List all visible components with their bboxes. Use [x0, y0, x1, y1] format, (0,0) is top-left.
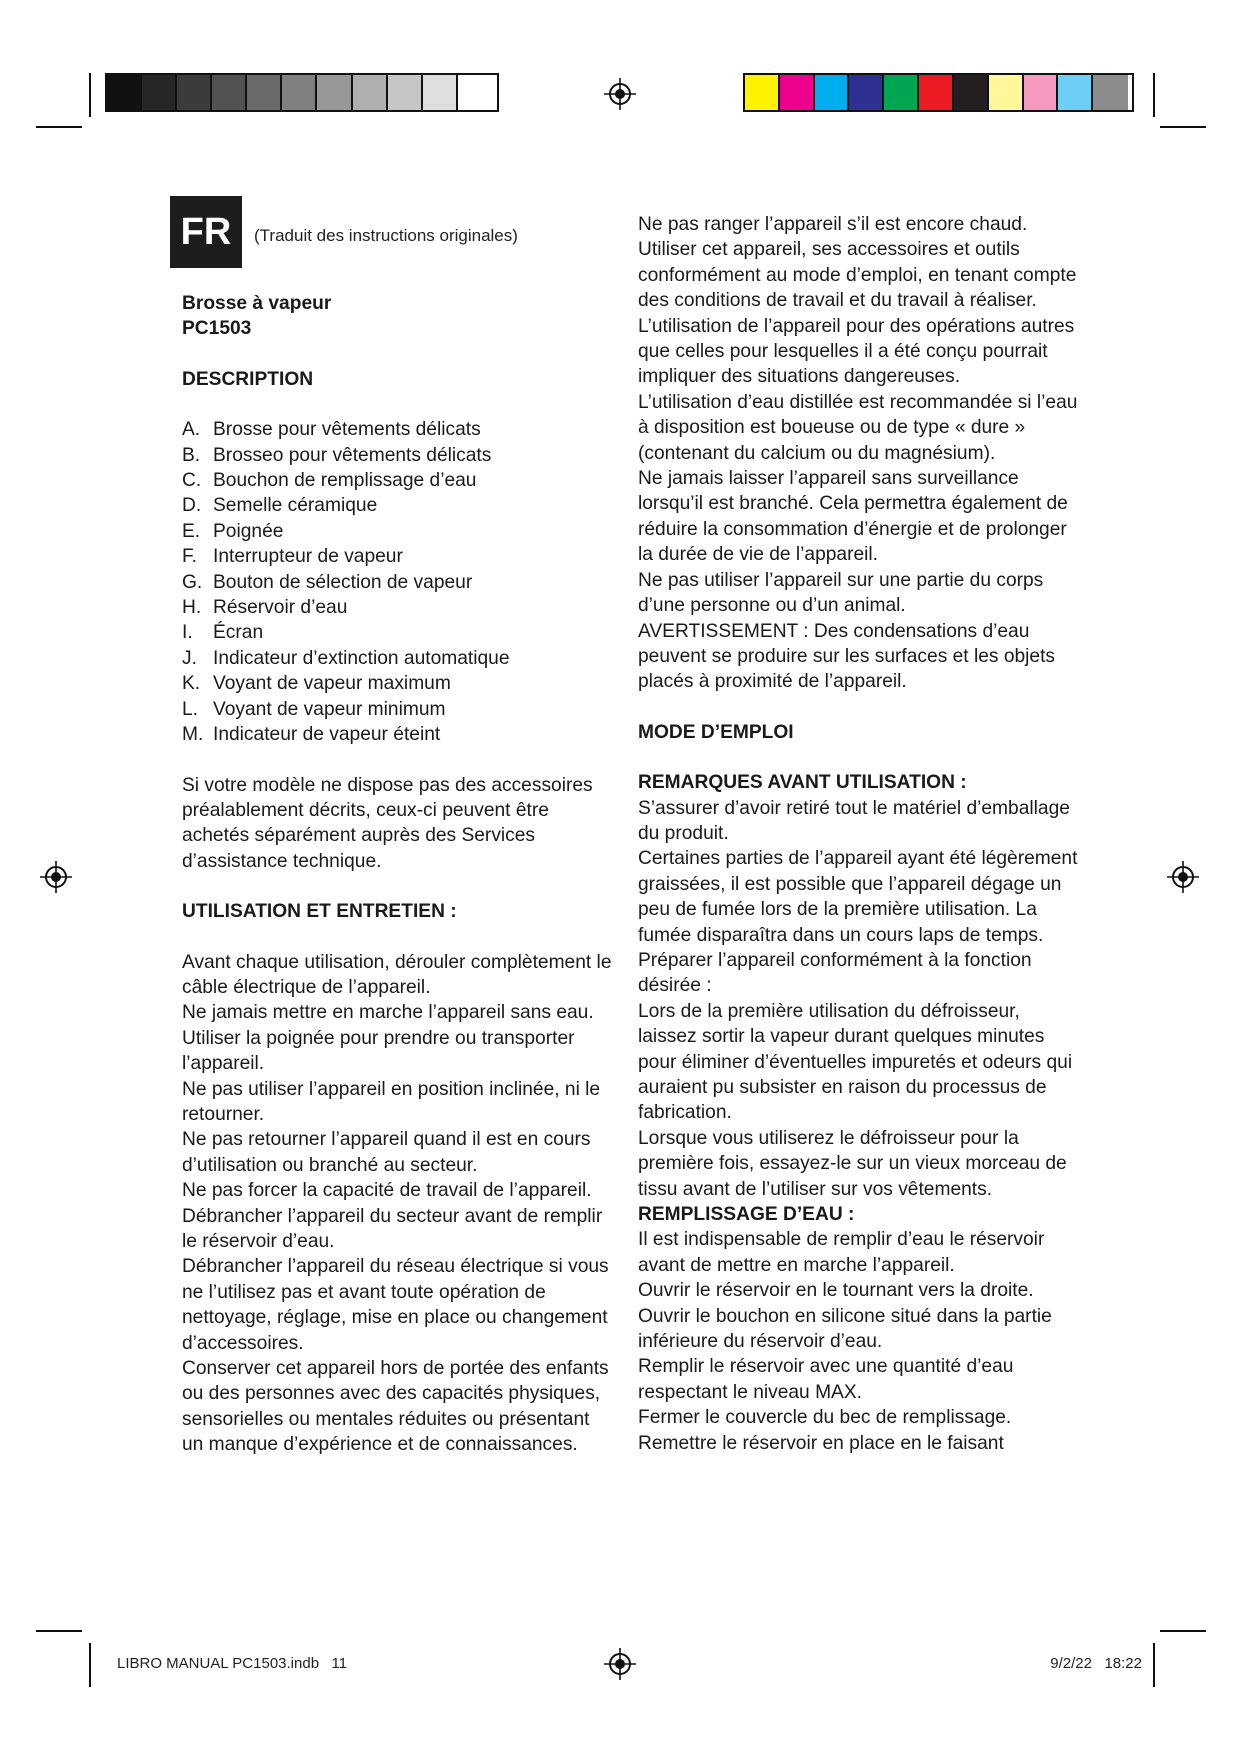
color-swatch	[815, 75, 850, 110]
part-letter: I.	[182, 622, 193, 644]
usage-paragraph: Utiliser la poignée pour prendre ou transporter l’appareil.	[182, 1027, 575, 1075]
usage-paragraph: Débrancher l’appareil du réseau électrique si vous ne l’utilisez pas et avant toute opération de nettoyage, réglage, mise en place ou changement d’accessoires.	[182, 1256, 609, 1354]
process-color-bar	[743, 73, 1134, 112]
translation-note: (Traduit des instructions originales)	[254, 226, 518, 245]
part-label: Écran	[213, 622, 264, 644]
remarks-paragraph: S’assurer d’avoir retiré tout le matériel d’emballage du produit.	[638, 797, 1070, 844]
part-letter: A.	[182, 419, 201, 441]
color-swatch	[212, 75, 247, 110]
part-letter: E.	[182, 520, 201, 542]
color-swatch	[423, 75, 458, 110]
part-letter: K.	[182, 673, 201, 695]
accessories-note: Si votre modèle ne dispose pas des accessoires préalablement décrits, ceux-ci peuvent être achetés séparément auprès des Services d’assistance technique.	[182, 774, 593, 872]
color-swatch	[884, 75, 919, 110]
part-letter: J.	[182, 647, 197, 669]
color-swatch	[388, 75, 423, 110]
usage-paragraph: Ne pas forcer la capacité de travail de l’appareil.	[182, 1180, 592, 1202]
crop-mark	[89, 73, 91, 117]
part-letter: B.	[182, 444, 201, 466]
crop-mark	[1160, 1630, 1206, 1632]
usage-paragraph: Conserver cet appareil hors de portée des enfants ou des personnes avec des capacités physiques, sensorielles ou mentales réduites ou présentant un manque d’expérience et de connaissances.	[182, 1358, 609, 1456]
usage-paragraph: Avant chaque utilisation, dérouler complètement le câble électrique de l’appareil.	[182, 951, 612, 998]
part-label: Poignée	[213, 520, 284, 542]
safety-paragraph: AVERTISSEMENT : Des condensations d’eau peuvent se produire sur les surfaces et les objets placés à proximité de l’appareil.	[638, 620, 1056, 693]
parts-list-item	[182, 493, 612, 518]
filling-paragraph: Remplir le réservoir avec une quantité d’eau respectant le niveau MAX.	[638, 1356, 1014, 1403]
color-swatch	[1093, 75, 1128, 110]
crop-mark	[1160, 126, 1206, 128]
part-label: Voyant de vapeur minimum	[213, 698, 446, 720]
color-swatch	[954, 75, 989, 110]
parts-list-item	[182, 620, 612, 645]
parts-list-item	[182, 595, 612, 620]
safety-paragraph: Ne pas ranger l’appareil s’il est encore chaud.	[638, 214, 1028, 235]
part-label: Bouton de sélection de vapeur	[213, 571, 473, 593]
usage-paragraph: Débrancher l’appareil du secteur avant de remplir le réservoir d’eau.	[182, 1205, 603, 1252]
color-swatch	[745, 75, 780, 110]
color-swatch	[317, 75, 352, 110]
part-letter: L.	[182, 698, 199, 720]
footer-file-info: LIBRO MANUAL PC1503.indb 11	[117, 1655, 348, 1672]
remarks-paragraphs	[638, 796, 1078, 1203]
parts-list-item	[182, 544, 612, 569]
part-label: Semelle céramique	[213, 495, 378, 517]
right-column	[638, 212, 1078, 1456]
part-letter: M.	[182, 724, 204, 746]
safety-paragraphs	[638, 212, 1078, 695]
remarks-paragraph: Préparer l’appareil conformément à la fonction désirée :	[638, 949, 1032, 997]
color-swatch	[780, 75, 815, 110]
color-swatch	[849, 75, 884, 110]
part-letter: G.	[182, 571, 203, 593]
parts-list-item	[182, 570, 612, 595]
part-label: Brosse pour vêtements délicats	[213, 419, 481, 441]
usage-paragraphs	[182, 950, 612, 1458]
registration-target-icon	[604, 78, 636, 110]
color-swatch	[1058, 75, 1093, 110]
part-label: Bouchon de remplissage d’eau	[213, 470, 477, 492]
section-heading-mode: MODE D’EMPLOI	[638, 721, 794, 743]
part-label: Indicateur d’extinction automatique	[213, 647, 510, 669]
filling-paragraphs	[638, 1227, 1078, 1456]
color-swatch	[177, 75, 212, 110]
color-swatch	[353, 75, 388, 110]
filling-paragraph: Ouvrir le bouchon en silicone situé dans la partie inférieure du réservoir d’eau.	[638, 1305, 1052, 1353]
part-letter: D.	[182, 495, 202, 517]
section-heading-description: DESCRIPTION	[182, 368, 314, 390]
registration-target-icon	[40, 861, 72, 893]
safety-paragraph: L’utilisation d’eau distillée est recommandée si l’eau à disposition est boueuse ou de type « dure » (contenant du calcium ou du magnésium).	[638, 391, 1078, 464]
parts-list-item	[182, 646, 612, 671]
registration-target-icon	[604, 1648, 636, 1680]
footer-timestamp: 9/2/22 18:22	[1050, 1655, 1142, 1672]
left-column	[182, 291, 612, 1458]
parts-list-item	[182, 697, 612, 722]
parts-list-item	[182, 722, 612, 747]
color-swatch	[282, 75, 317, 110]
filling-paragraph: Ouvrir le réservoir en le tournant vers la droite.	[638, 1280, 1034, 1302]
part-label: Voyant de vapeur maximum	[213, 673, 451, 695]
part-label: Brosseo pour vêtements délicats	[213, 444, 492, 466]
filling-paragraph: Il est indispensable de remplir d’eau le réservoir avant de mettre en marche l’appareil.	[638, 1229, 1045, 1276]
crop-mark	[89, 1643, 91, 1687]
color-swatch	[919, 75, 954, 110]
parts-list-item	[182, 417, 612, 442]
remarks-paragraph: Lors de la première utilisation du défroisseur, laissez sortir la vapeur durant quelques minutes pour éliminer d’éventuelles impuretés et odeurs qui auraient pu subsister en raison du processus de fabrication.	[638, 1000, 1073, 1124]
parts-list	[182, 417, 612, 747]
part-letter: F.	[182, 546, 197, 568]
crop-mark	[36, 1630, 82, 1632]
section-heading-usage: UTILISATION ET ENTRETIEN :	[182, 901, 457, 923]
remarks-paragraph: Lorsque vous utiliserez le défroisseur pour la première fois, essayez-le sur un vieux morceau de tissu avant de l’utiliser sur vos vêtements.	[638, 1127, 1067, 1200]
usage-paragraph: Ne pas utiliser l’appareil en position inclinée, ni le retourner.	[182, 1078, 601, 1125]
crop-mark	[36, 126, 82, 128]
part-label: Interrupteur de vapeur	[213, 546, 403, 568]
usage-paragraph: Ne jamais mettre en marche l’appareil sans eau.	[182, 1002, 594, 1024]
grayscale-color-bar	[105, 73, 499, 112]
crop-mark	[1153, 1643, 1155, 1687]
parts-list-item	[182, 671, 612, 696]
color-swatch	[247, 75, 282, 110]
section-heading-remarks: REMARQUES AVANT UTILISATION :	[638, 772, 967, 794]
remarks-paragraph: Certaines parties de l’appareil ayant été légèrement graissées, il est possible que l’appareil dégage un peu de fumée lors de la première utilisation. La fumée disparaîtra dans un cours laps de temps.	[638, 848, 1078, 946]
parts-list-item	[182, 468, 612, 493]
filling-paragraph: Fermer le couvercle du bec de remplissage.	[638, 1407, 1012, 1429]
color-swatch	[107, 75, 142, 110]
safety-paragraph: Utiliser cet appareil, ses accessoires et outils conformément au mode d’emploi, en tenant compte des conditions de travail et du travail à réaliser. L’utilisation de l’appareil pour des opérations autres que celles pour lesquelles il a été conçu pourrait impliquer des situations dangereuses.	[638, 239, 1077, 388]
color-swatch	[1024, 75, 1059, 110]
part-letter: C.	[182, 470, 202, 492]
color-swatch	[989, 75, 1024, 110]
color-swatch	[458, 75, 493, 110]
product-name: Brosse à vapeur	[182, 293, 332, 314]
usage-paragraph: Ne pas retourner l’appareil quand il est en cours d’utilisation ou branché au secteur.	[182, 1129, 591, 1176]
filling-paragraph: Remettre le réservoir en place en le faisant	[638, 1432, 1004, 1454]
part-label: Indicateur de vapeur éteint	[213, 724, 441, 746]
parts-list-item	[182, 519, 612, 544]
part-letter: H.	[182, 597, 202, 619]
language-badge: FR	[170, 196, 242, 268]
parts-list-item	[182, 443, 612, 468]
section-heading-filling: REMPLISSAGE D’EAU :	[638, 1204, 855, 1226]
registration-target-icon	[1167, 861, 1199, 893]
color-swatch	[142, 75, 177, 110]
part-label: Réservoir d’eau	[213, 597, 348, 619]
crop-mark	[1153, 73, 1155, 117]
product-model: PC1503	[182, 318, 252, 340]
safety-paragraph: Ne pas utiliser l’appareil sur une partie du corps d’une personne ou d’un animal.	[638, 569, 1044, 617]
safety-paragraph: Ne jamais laisser l’appareil sans surveillance lorsqu’il est branché. Cela permettra également de réduire la consommation d’énergie et de prolonger la durée de vie de l’appareil.	[638, 468, 1068, 566]
